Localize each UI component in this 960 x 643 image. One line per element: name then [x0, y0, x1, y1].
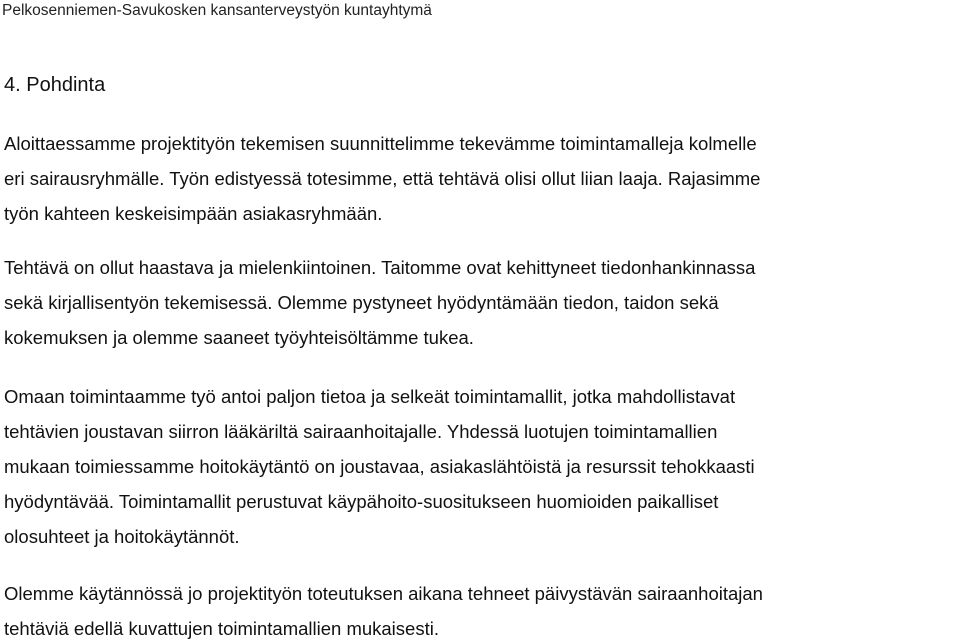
text-line: eri sairausryhmälle. Työn edistyessä totesimme, että tehtävä olisi ollut liian laaja. Rajasimme [4, 168, 761, 189]
text-line: Olemme käytännössä jo projektityön toteutuksen aikana tehneet päivystävän sairaanhoitajan [4, 583, 763, 604]
text-line: tehtävien joustavan siirron lääkäriltä sairaanhoitajalle. Yhdessä luotujen toimintamallien [4, 421, 718, 442]
document-header: Pelkosenniemen-Savukosken kansanterveystyön kuntayhtymä [2, 2, 432, 19]
text-line: mukaan toimiessamme hoitokäytäntö on joustavaa, asiakaslähtöistä ja resurssit tehokkaasti [4, 456, 755, 477]
text-line: Aloittaessamme projektityön tekemisen suunnittelimme tekevämme toimintamalleja kolmelle [4, 133, 757, 154]
text-line: olosuhteet ja hoitokäytännöt. [4, 526, 240, 547]
section-heading: 4. Pohdinta [4, 74, 106, 96]
paragraph-4 [4, 576, 763, 643]
text-line: sekä kirjallisentyön tekemisessä. Olemme pystyneet hyödyntämään tiedon, taidon sekä [4, 292, 719, 313]
text-line: Omaan toimintaamme työ antoi paljon tietoa ja selkeät toimintamallit, jotka mahdollistavat [4, 386, 736, 407]
text-line: hyödyntävää. Toimintamallit perustuvat käypähoito-suositukseen huomioiden paikalliset [4, 491, 719, 512]
paragraph-1 [4, 126, 760, 231]
paragraph-2 [4, 250, 755, 355]
text-line: tehtäviä edellä kuvattujen toimintamallien mukaisesti. [4, 618, 439, 639]
text-line: Tehtävä on ollut haastava ja mielenkiintoinen. Taitomme ovat kehittyneet tiedonhankinnassa [4, 257, 756, 278]
paragraph-3 [4, 379, 755, 554]
text-line: työn kahteen keskeisimpään asiakasryhmään. [4, 203, 383, 224]
text-line: kokemuksen ja olemme saaneet työyhteisöltämme tukea. [4, 327, 474, 348]
